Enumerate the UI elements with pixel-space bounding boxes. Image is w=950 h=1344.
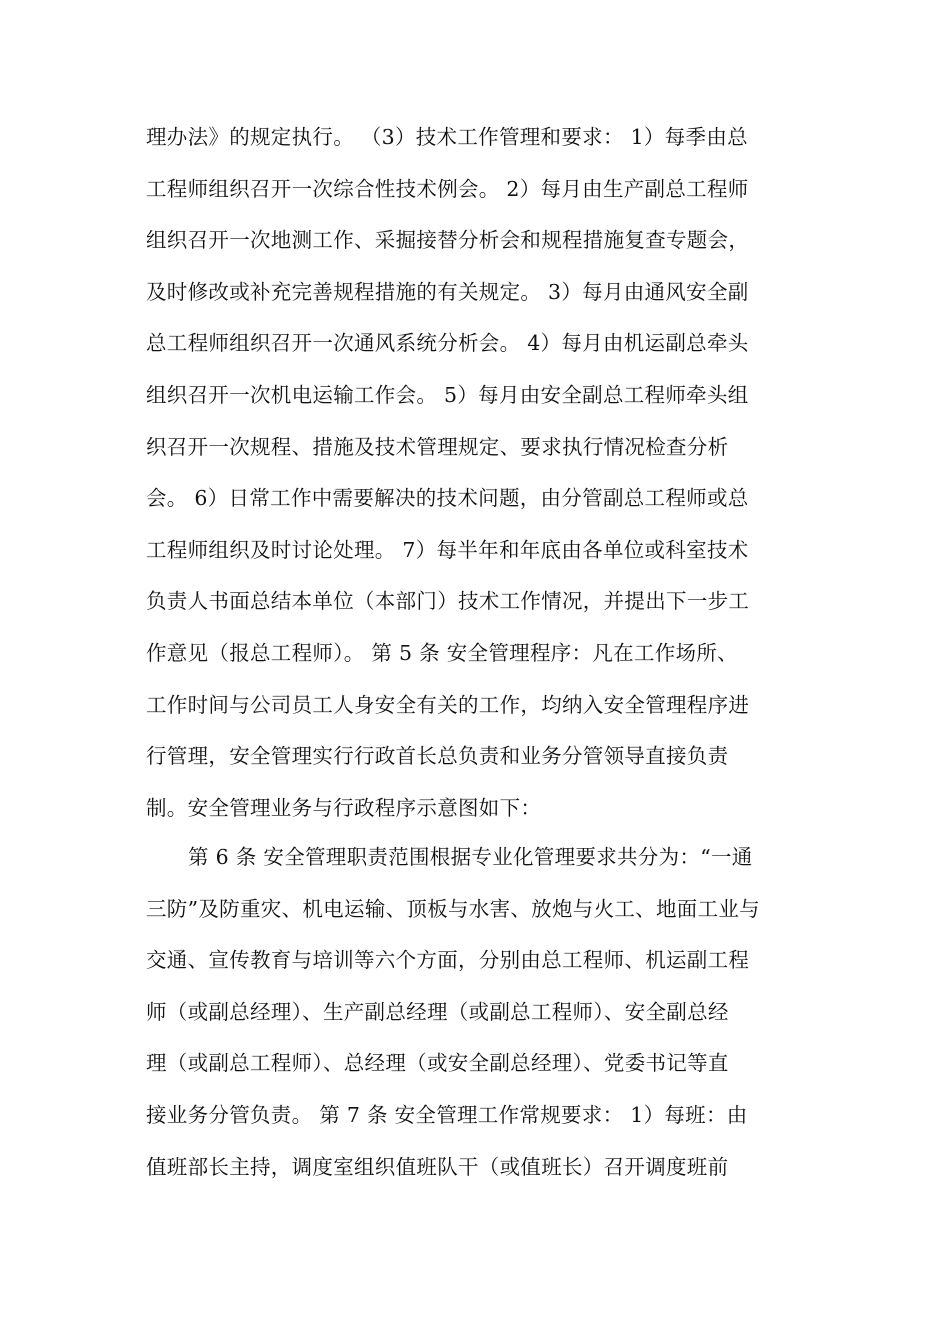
paragraph-line: 理（或副总工程师）、总经理（或安全副总经理）、党委书记等直 [146,1051,729,1076]
paragraph-2 [146,838,816,1199]
paragraph-line: 会。 6）日常工作中需要解决的技术问题，由分管副总工程师或总 [146,486,749,511]
paragraph-line: 及时修改或补充完善规程措施的有关规定。 3）每月由通风安全副 [146,279,749,304]
paragraph-line: 作意见（报总工程师）。 第 5 条 安全管理程序：凡在工作场所、 [146,640,738,665]
paragraph-line: 工程师组织召开一次综合性技术例会。 2）每月由生产副总工程师 [146,176,749,201]
paragraph-line: 交通、宣传教育与培训等六个方面，分别由总工程师、机运副工程 [146,948,750,973]
paragraph-line: 第 6 条 安全管理职责范围根据专业化管理要求共分为：“一通 [188,845,753,869]
paragraph-line: 织召开一次规程、措施及技术管理规定、要求执行情况检查分析 [146,434,729,459]
paragraph-line: 三防”及防重灾、机电运输、顶板与水害、放炮与火工、地面工业与 [146,896,760,921]
paragraph-line: 值班部长主持，调度室组织值班队干（或值班长）召开调度班前 [146,1154,729,1179]
paragraph-line: 工程师组织及时讨论处理。 7）每半年和年底由各单位或科室技术 [146,537,749,562]
paragraph-line: 组织召开一次地测工作、采掘接替分析会和规程措施复查专题会， [146,228,750,253]
paragraph-line: 接业务分管负责。 第 7 条 安全管理工作常规要求： 1）每班：由 [146,1102,748,1127]
paragraph-line: 师（或副总经理）、生产副总经理（或副总工程师）、安全副总经 [146,999,729,1024]
paragraph-line: 行管理，安全管理实行行政首长总负责和业务分管领导直接负责 [146,744,729,769]
paragraph-line: 制。安全管理业务与行政程序示意图如下： [146,795,542,820]
paragraph-line: 总工程师组织召开一次通风系统分析会。 4）每月由机运副总牵头 [146,331,749,356]
paragraph-line: 组织召开一次机电运输工作会。 5）每月由安全副总工程师牵头组 [146,382,749,407]
paragraph-1 [146,118,816,840]
paragraph-line: 理办法》的规定执行。 （3）技术工作管理和要求： 1）每季由总 [146,125,748,149]
paragraph-line: 工作时间与公司员工人身安全有关的工作，均纳入安全管理程序进 [146,692,750,717]
paragraph-line: 负责人书面总结本单位（本部门）技术工作情况，并提出下一步工 [146,589,750,614]
